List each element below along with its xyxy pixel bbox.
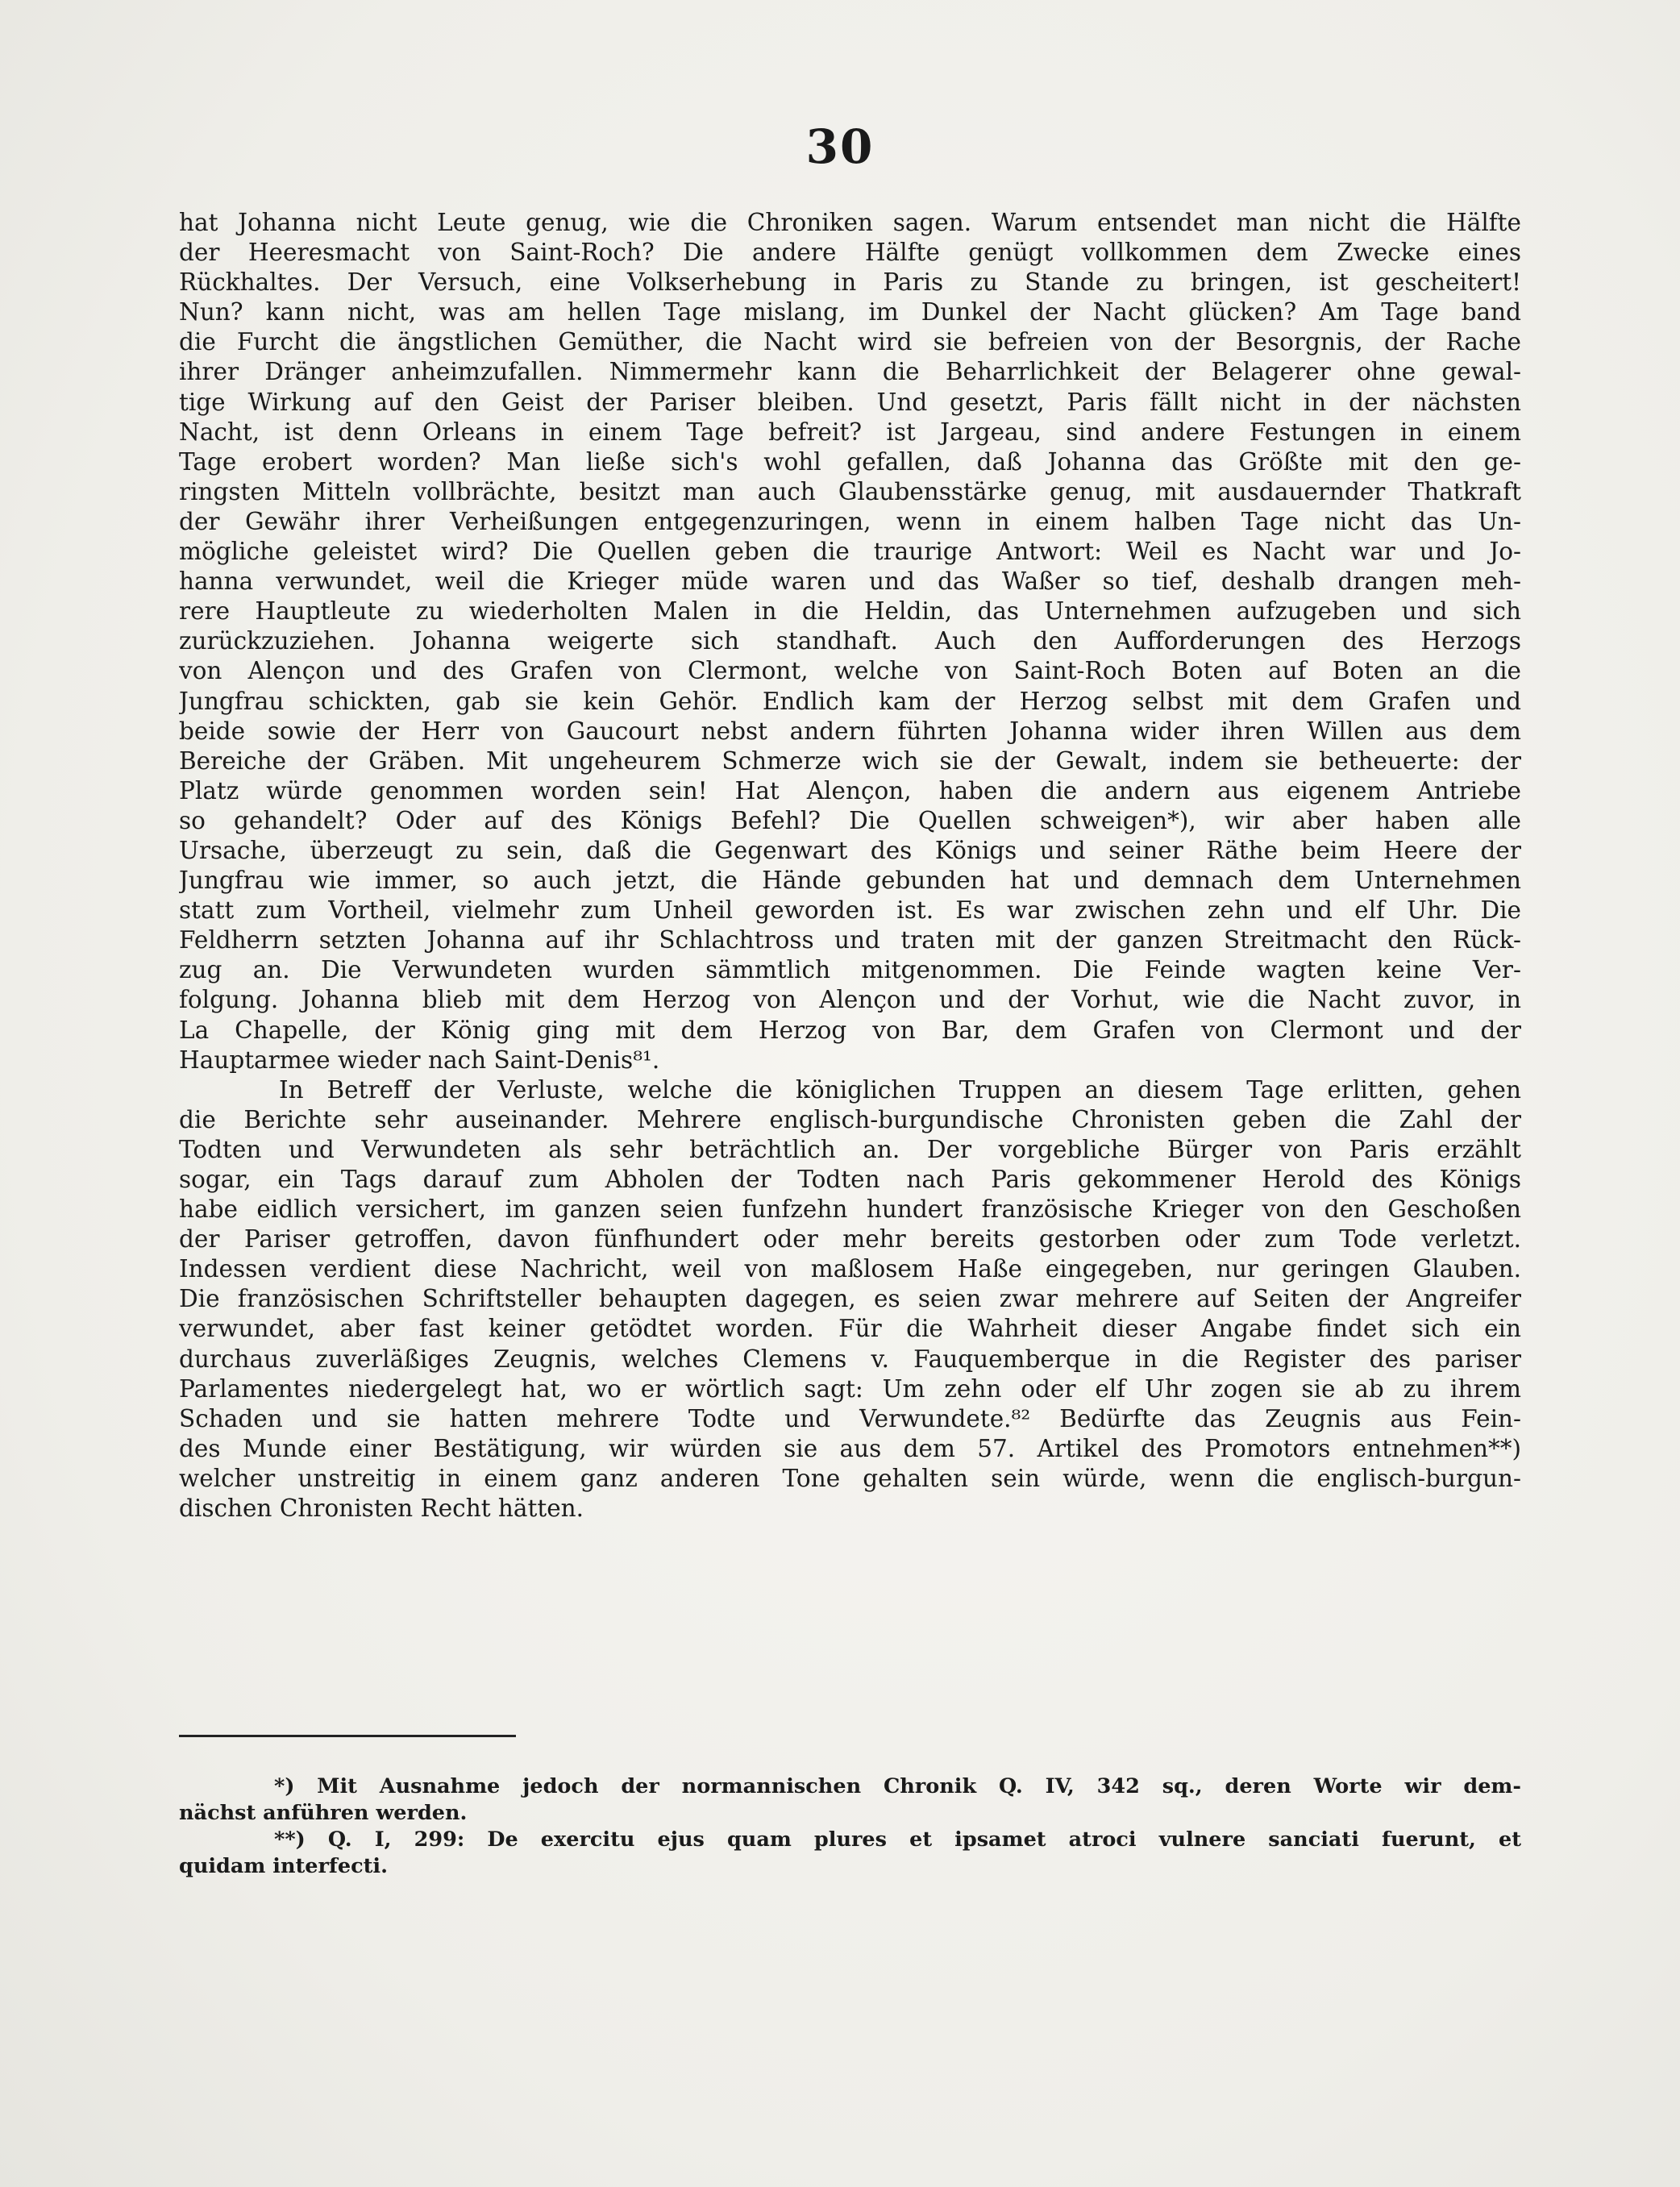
text-line: Ursache, überzeugt zu sein, daß die Gegenwart des Königs und seiner Räthe beim Heere der <box>179 836 1521 864</box>
text-line: Nun? kann nicht, was am hellen Tage mislang, im Dunkel der Nacht glücken? Am Tage band <box>179 298 1521 326</box>
text-line: tige Wirkung auf den Geist der Pariser bleiben. Und gesetzt, Paris fällt nicht in der nächsten <box>179 388 1521 416</box>
footnote-2 <box>179 1827 1521 1880</box>
footnote-divider <box>179 1735 516 1737</box>
text-line: Hauptarmee wieder nach Saint-Denis⁸¹. <box>179 1046 660 1074</box>
paragraph-2 <box>179 1075 1521 1524</box>
text-line: dischen Chronisten Recht hätten. <box>179 1495 584 1523</box>
text-line: der Gewähr ihrer Verheißungen entgegenzuringen, wenn in einem halben Tage nicht das Un- <box>179 507 1521 535</box>
text-line: durchaus zuverläßiges Zeugnis, welches Clemens v. Fauquemberque in die Register des pariser <box>179 1345 1521 1373</box>
text-line: so gehandelt? Oder auf des Königs Befehl? Die Quellen schweigen*), wir aber haben alle <box>179 806 1521 834</box>
text-line: In Betreff der Verluste, welche die königlichen Truppen an diesem Tage erlitten, gehen <box>279 1075 1521 1104</box>
text-line: Die französischen Schriftsteller behaupten dagegen, es seien zwar mehrere auf Seiten der Angreifer <box>179 1285 1521 1313</box>
text-line: hat Johanna nicht Leute genug, wie die Chroniken sagen. Warum entsendet man nicht die Hälfte <box>179 209 1521 236</box>
paragraph-1 <box>179 208 1521 1075</box>
text-line: verwundet, aber fast keiner getödtet worden. Für die Wahrheit dieser Angabe findet sich ein <box>179 1315 1521 1343</box>
footnote-line: nächst anführen werden. <box>179 1801 468 1825</box>
text-line: Feldherrn setzten Johanna auf ihr Schlachtross und traten mit der ganzen Streitmacht den Rück- <box>179 926 1521 954</box>
text-line: sogar, ein Tags darauf zum Abholen der Todten nach Paris gekommener Herold des Königs <box>179 1166 1521 1193</box>
text-line: Todten und Verwundeten als sehr beträchtlich an. Der vorgebliche Bürger von Paris erzählt <box>179 1135 1521 1163</box>
text-line: Schaden und sie hatten mehrere Todte und Verwundete.⁸² Bedürfte das Zeugnis aus Fein- <box>179 1404 1521 1432</box>
text-line: La Chapelle, der König ging mit dem Herzog von Bar, dem Grafen von Clermont und der <box>179 1016 1521 1044</box>
text-line: Bereiche der Gräben. Mit ungeheurem Schmerze wich sie der Gewalt, indem sie betheuerte: der <box>179 746 1521 775</box>
text-line: zurückzuziehen. Johanna weigerte sich standhaft. Auch den Aufforderungen des Herzogs <box>179 627 1521 655</box>
footnote-line: *) Mit Ausnahme jedoch der normannischen Chronik Q. IV, 342 sq., deren Worte wir dem- <box>274 1774 1521 1798</box>
text-line: habe eidlich versichert, im ganzen seien funfzehn hundert französische Krieger von den Geschoßen <box>179 1195 1521 1224</box>
text-line: Rückhaltes. Der Versuch, eine Volkserhebung in Paris zu Stande zu bringen, ist gescheitert! <box>179 268 1521 297</box>
text-line: folgung. Johanna blieb mit dem Herzog von Alençon und der Vorhut, wie die Nacht zuvor, in <box>179 986 1521 1014</box>
text-line: zug an. Die Verwundeten wurden sämmtlich mitgenommen. Die Feinde wagten keine Ver- <box>179 956 1521 984</box>
text-line: mögliche geleistet wird? Die Quellen geben die traurige Antwort: Weil es Nacht war und Jo- <box>179 538 1521 566</box>
text-line: Tage erobert worden? Man ließe sich's wohl gefallen, daß Johanna das Größte mit den ge- <box>179 447 1521 476</box>
text-line: hanna verwundet, weil die Krieger müde waren und das Waßer so tief, deshalb drangen meh- <box>179 568 1521 596</box>
text-line: Platz würde genommen worden sein! Hat Alençon, haben die andern aus eigenem Antriebe <box>179 776 1521 805</box>
footnote-1 <box>179 1773 1521 1827</box>
text-line: Parlamentes niedergelegt hat, wo er wörtlich sagt: Um zehn oder elf Uhr zogen sie ab zu ihrem <box>179 1374 1521 1403</box>
text-line: Jungfrau schickten, gab sie kein Gehör. Endlich kam der Herzog selbst mit dem Grafen und <box>179 687 1521 715</box>
page-number: 30 <box>805 119 875 174</box>
text-line: Jungfrau wie immer, so auch jetzt, die Hände gebunden hat und demnach dem Unternehmen <box>179 867 1521 895</box>
text-line: Indessen verdient diese Nachricht, weil von maßlosem Haße eingegeben, nur geringen Glauben. <box>179 1255 1521 1283</box>
text-line: der Heeresmacht von Saint-Roch? Die andere Hälfte genügt vollkommen dem Zwecke eines <box>179 239 1521 267</box>
text-line: welcher unstreitig in einem ganz anderen Tone gehalten sein würde, wenn die englisch-burgun- <box>179 1464 1521 1492</box>
text-line: Nacht, ist denn Orleans in einem Tage befreit? ist Jargeau, sind andere Festungen in einem <box>179 418 1521 446</box>
text-line: der Pariser getroffen, davon fünfhundert oder mehr bereits gestorben oder zum Tode verletzt. <box>179 1225 1521 1254</box>
text-line: rere Hauptleute zu wiederholten Malen in die Heldin, das Unternehmen aufzugeben und sich <box>179 597 1521 626</box>
footnote-line: quidam interfecti. <box>179 1854 388 1878</box>
body-text <box>179 208 1521 1524</box>
text-line: statt zum Vortheil, vielmehr zum Unheil geworden ist. Es war zwischen zehn und elf Uhr. Die <box>179 896 1521 925</box>
text-line: ihrer Dränger anheimzufallen. Nimmermehr kann die Beharrlichkeit der Belagerer ohne gewal- <box>179 358 1521 386</box>
footnotes <box>179 1773 1521 1880</box>
text-line: beide sowie der Herr von Gaucourt nebst andern führten Johanna wider ihren Willen aus dem <box>179 717 1521 745</box>
text-line: des Munde einer Bestätigung, wir würden sie aus dem 57. Artikel des Promotors entnehmen**) <box>179 1434 1521 1462</box>
text-line: von Alençon und des Grafen von Clermont, welche von Saint-Roch Boten auf Boten an die <box>179 657 1521 685</box>
text-line: die Berichte sehr auseinander. Mehrere englisch-burgundische Chronisten geben die Zahl der <box>179 1105 1521 1133</box>
text-line: die Furcht die ängstlichen Gemüther, die Nacht wird sie befreien von der Besorgnis, der Rache <box>179 328 1521 356</box>
text-line: ringsten Mitteln vollbrächte, besitzt man auch Glaubensstärke genug, mit ausdauernder Thatkraft <box>179 477 1521 505</box>
footnote-line: **) Q. I, 299: De exercitu ejus quam plures et ipsamet atroci vulnere sanciati fuerunt, et <box>274 1827 1521 1852</box>
